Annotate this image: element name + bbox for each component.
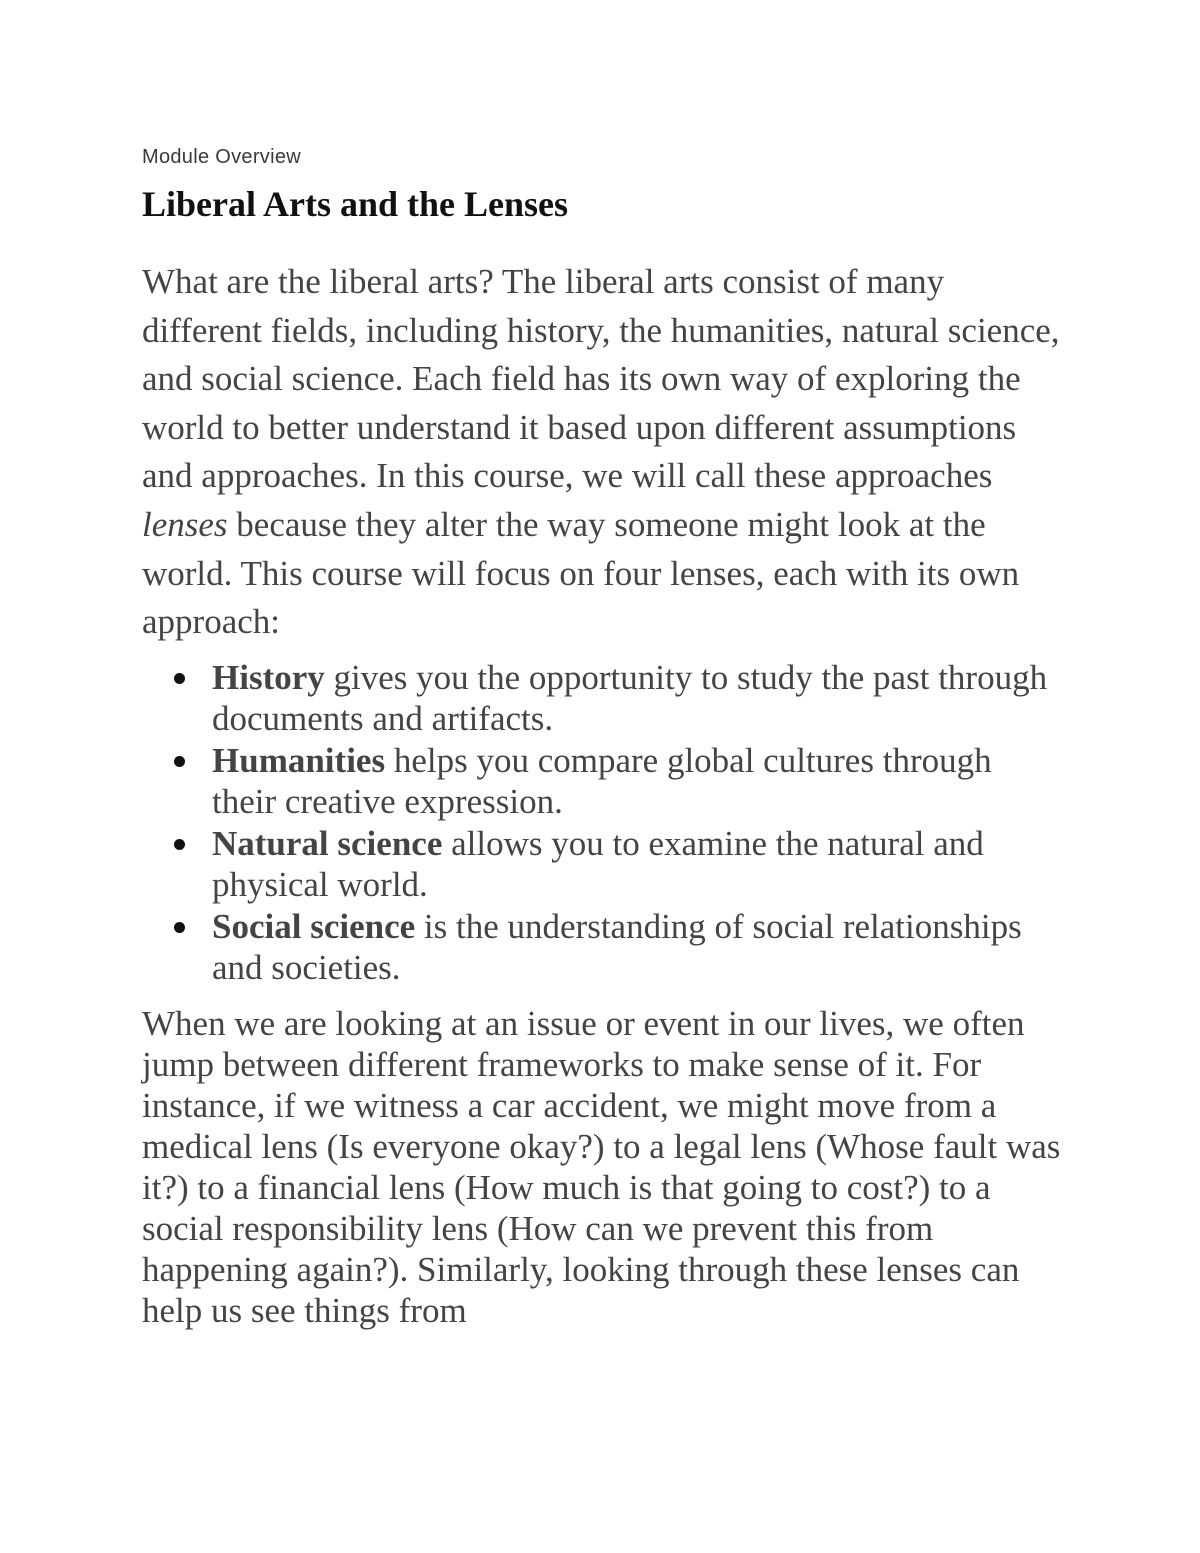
lens-description: gives you the opportunity to study the past through documents and artifacts.: [212, 657, 1048, 739]
lens-term: Natural science: [212, 823, 443, 863]
intro-paragraph: [142, 258, 1062, 647]
lens-term: Humanities: [212, 740, 386, 780]
module-label: Module Overview: [142, 146, 302, 168]
bullet-icon: [174, 673, 185, 684]
intro-text-end: because they alter the way someone might look at the world. This course will focus on four lenses, each with its own approach:: [142, 504, 1020, 642]
document-page: [142, 144, 1062, 1331]
intro-text-start: What are the liberal arts? The liberal arts consist of many different fields, including history, the humanities, natural science, and social science. Each field has its own way of exploring the world to better understand it based upon different assumptions and approaches. In this course, we will call these approaches: [142, 262, 1060, 496]
lens-list: [142, 657, 1062, 989]
lens-term: Social science: [212, 906, 416, 946]
bullet-icon: [174, 839, 185, 850]
page-title: Liberal Arts and the Lenses: [142, 184, 569, 224]
bullet-icon: [174, 922, 185, 933]
lens-description: allows you to examine the natural and physical world.: [212, 823, 984, 905]
list-item-social-science: [212, 906, 1062, 989]
intro-emphasis: lenses: [142, 504, 228, 544]
list-item-natural-science: [212, 823, 1062, 906]
lens-term: History: [212, 657, 325, 697]
lens-description: is the understanding of social relationships and societies.: [212, 906, 1022, 988]
list-item-humanities: [212, 740, 1062, 823]
lens-description: helps you compare global cultures through their creative expression.: [212, 740, 992, 822]
closing-paragraph: When we are looking at an issue or event in our lives, we often jump between different frameworks to make sense of it. For instance, if we witness a car accident, we might move from a medical lens (Is everyone okay?) to a legal lens (Whose fault was it?) to a financial lens (How much is that going to cost?) to a social responsibility lens (How can we prevent this from happening again?). Similarly, looking through these lenses can help us see things from: [142, 1003, 1061, 1330]
list-item-history: [212, 657, 1062, 740]
bullet-icon: [174, 756, 185, 767]
